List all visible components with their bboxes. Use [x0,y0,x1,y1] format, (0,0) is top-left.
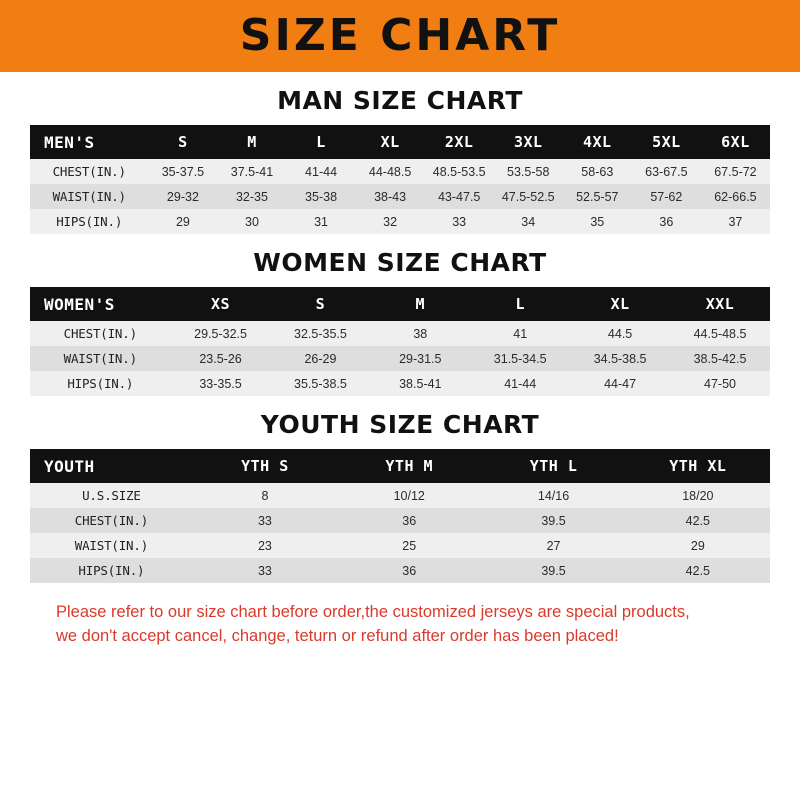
women-header-cell: M [370,287,470,321]
table-cell: 30 [217,209,286,234]
table-cell: 35 [563,209,632,234]
table-cell: 10/12 [337,483,481,508]
table-cell: 29-32 [148,184,217,209]
footer-note-line-2: we don't accept cancel, change, teturn or refund after order has been placed! [56,626,619,645]
women-table-body [30,321,770,396]
youth-table-body [30,483,770,583]
men-header-cell: XL [356,125,425,159]
table-cell: 42.5 [626,558,770,583]
row-label: CHEST(IN.) [30,159,148,184]
table-cell: 41-44 [287,159,356,184]
table-cell: 44.5-48.5 [670,321,770,346]
men-header-label: MEN'S [30,125,148,159]
row-label: CHEST(IN.) [30,508,193,533]
table-cell: 62-66.5 [701,184,770,209]
table-row [30,483,770,508]
footer-note-line-1: Please refer to our size chart before order,the customized jerseys are special products, [56,603,690,621]
page-banner [0,0,800,72]
table-cell: 26-29 [270,346,370,371]
table-cell: 47-50 [670,371,770,396]
table-cell: 38.5-42.5 [670,346,770,371]
row-label: CHEST(IN.) [30,321,171,346]
table-header-row [30,287,770,321]
table-cell: 29 [148,209,217,234]
table-cell: 8 [193,483,337,508]
table-cell: 35-38 [287,184,356,209]
table-cell: 36 [337,508,481,533]
row-label: HIPS(IN.) [30,371,171,396]
table-cell: 18/20 [626,483,770,508]
table-cell: 32-35 [217,184,286,209]
table-cell: 39.5 [481,508,625,533]
table-cell: 38.5-41 [370,371,470,396]
table-cell: 63-67.5 [632,159,701,184]
youth-header-cell: YTH L [481,449,625,483]
youth-header-label: YOUTH [30,449,193,483]
youth-header-cell: YTH M [337,449,481,483]
men-header-cell: 3XL [494,125,563,159]
row-label: WAIST(IN.) [30,346,171,371]
table-row [30,346,770,371]
table-cell: 33 [193,558,337,583]
table-cell: 37 [701,209,770,234]
men-header-cell: S [148,125,217,159]
women-header-cell: XL [570,287,670,321]
section-men [30,86,770,234]
men-header-cell: M [217,125,286,159]
table-cell: 31 [287,209,356,234]
table-row [30,533,770,558]
men-size-table [30,125,770,234]
table-cell: 67.5-72 [701,159,770,184]
table-cell: 35.5-38.5 [270,371,370,396]
table-row [30,558,770,583]
table-cell: 58-63 [563,159,632,184]
table-cell: 29 [626,533,770,558]
table-cell: 29-31.5 [370,346,470,371]
women-header-cell: XS [171,287,271,321]
row-label: HIPS(IN.) [30,209,148,234]
section-youth [30,410,770,583]
table-cell: 33-35.5 [171,371,271,396]
row-label: WAIST(IN.) [30,533,193,558]
table-cell: 34 [494,209,563,234]
table-cell: 57-62 [632,184,701,209]
table-cell: 52.5-57 [563,184,632,209]
table-cell: 39.5 [481,558,625,583]
table-cell: 36 [337,558,481,583]
table-row [30,159,770,184]
women-size-table [30,287,770,396]
section-title-youth: YOUTH SIZE CHART [260,410,540,439]
table-cell: 14/16 [481,483,625,508]
table-cell: 44-47 [570,371,670,396]
table-cell: 38-43 [356,184,425,209]
table-cell: 25 [337,533,481,558]
youth-header-cell: YTH XL [626,449,770,483]
chart-content [0,86,800,649]
youth-table-head [30,449,770,483]
table-header-row [30,125,770,159]
men-table-head [30,125,770,159]
table-cell: 42.5 [626,508,770,533]
table-cell: 47.5-52.5 [494,184,563,209]
women-table-head [30,287,770,321]
men-header-cell: 4XL [563,125,632,159]
table-cell: 32 [356,209,425,234]
men-header-cell: L [287,125,356,159]
table-row [30,209,770,234]
section-title-women: WOMEN SIZE CHART [253,248,547,277]
page-title: SIZE CHART [239,10,561,61]
table-cell: 23.5-26 [171,346,271,371]
footer-note [30,601,770,649]
table-cell: 23 [193,533,337,558]
table-cell: 37.5-41 [217,159,286,184]
table-cell: 33 [193,508,337,533]
table-cell: 29.5-32.5 [171,321,271,346]
table-cell: 43-47.5 [425,184,494,209]
table-cell: 27 [481,533,625,558]
men-header-cell: 6XL [701,125,770,159]
table-cell: 32.5-35.5 [270,321,370,346]
table-cell: 44-48.5 [356,159,425,184]
table-cell: 48.5-53.5 [425,159,494,184]
table-header-row [30,449,770,483]
table-cell: 34.5-38.5 [570,346,670,371]
table-cell: 53.5-58 [494,159,563,184]
table-row [30,508,770,533]
women-header-label: WOMEN'S [30,287,171,321]
youth-size-table [30,449,770,583]
table-cell: 31.5-34.5 [470,346,570,371]
table-cell: 38 [370,321,470,346]
men-header-cell: 5XL [632,125,701,159]
table-cell: 36 [632,209,701,234]
row-label: U.S.SIZE [30,483,193,508]
table-cell: 41-44 [470,371,570,396]
table-cell: 41 [470,321,570,346]
table-row [30,321,770,346]
women-header-cell: S [270,287,370,321]
men-header-cell: 2XL [425,125,494,159]
youth-header-cell: YTH S [193,449,337,483]
row-label: HIPS(IN.) [30,558,193,583]
section-title-men: MAN SIZE CHART [277,86,523,115]
table-row [30,371,770,396]
table-cell: 44.5 [570,321,670,346]
row-label: WAIST(IN.) [30,184,148,209]
women-header-cell: XXL [670,287,770,321]
table-row [30,184,770,209]
section-women [30,248,770,396]
women-header-cell: L [470,287,570,321]
table-cell: 33 [425,209,494,234]
men-table-body [30,159,770,234]
table-cell: 35-37.5 [148,159,217,184]
